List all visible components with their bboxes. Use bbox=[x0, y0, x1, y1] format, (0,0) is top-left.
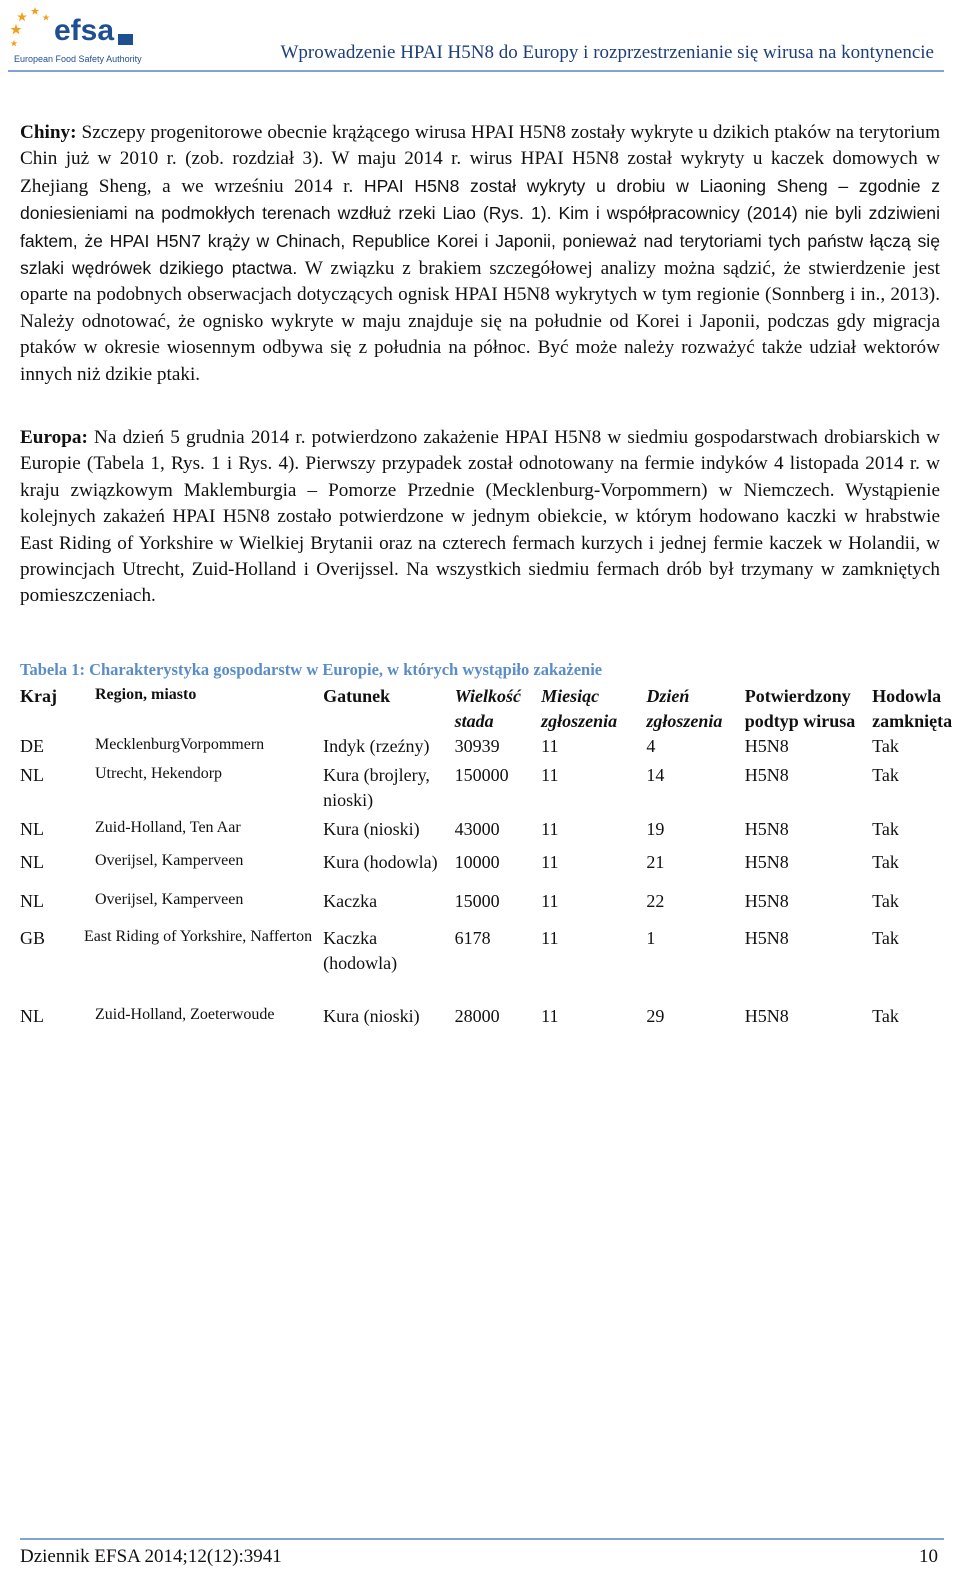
paragraph-text: W związku z brakiem szczegółowej analizy można sądzić, że stwierdzenie jest oparte na podobnych obserwacjach dotyczących ognisk HPAI H5N8 wykrytych w tym regionie (Sonnberg i in., 2013). Należy odnotować, że ognisko wykryte w maju znajduje się na południe od Korei i Japonii, podczas gdy migracja ptaków w okresie wiosennym odbywa się z południa na północ. Być może należy rozważyć także udział wektorów innych niż dzikie ptaki. bbox=[20, 258, 940, 385]
table-row bbox=[20, 976, 960, 1029]
table-row bbox=[20, 734, 960, 759]
outbreak-table bbox=[20, 684, 960, 1029]
cell-subtype: H5N8 bbox=[744, 736, 789, 756]
cell-day: 14 bbox=[646, 765, 665, 785]
paragraph-lead: Europa: bbox=[20, 427, 88, 448]
cell-country: DE bbox=[20, 736, 44, 756]
cell-country: NL bbox=[20, 819, 44, 839]
cell-subtype: H5N8 bbox=[744, 1006, 789, 1026]
cell-species: Indyk (rzeźny) bbox=[323, 736, 430, 756]
paragraph-text-sans: HPAI H5N8 został wykryty u drobiu w Liaoning Sheng – zgodnie z doniesieniami na podmokłych terenach wzdłuż rzeki Liao (Rys. 1). Kim i współpracownicy (2014) nie byli zdziwieni faktem, że HPAI H5N7 krąży w Chinach, Republice Korei i Japonii, ponieważ nad terytoriami tych państw łączą się szlaki wędrówek dzikiego ptactwa. bbox=[20, 175, 940, 279]
cell-size: 28000 bbox=[454, 1006, 500, 1026]
footer-divider bbox=[20, 1538, 944, 1540]
cell-region: Overijsel, Kamperveen bbox=[94, 891, 244, 908]
cell-day: 29 bbox=[646, 1006, 665, 1026]
paragraph-text: Szczepy progenitorowe obecnie krążącego wirusa HPAI H5N8 zostały wykryte u dzikich ptaków na terytorium Chin już w 2010 r. (zob. rozdział 3). W maju 2014 r. wirus HPAI H5N8 został wykryty u kaczek domowych w Zhejiang Sheng, a we wrześniu 2014 r. bbox=[20, 122, 940, 197]
cell-country: NL bbox=[20, 891, 44, 911]
cell-month: 11 bbox=[541, 819, 559, 839]
header-gatunek: Gatunek bbox=[323, 686, 391, 706]
table-row bbox=[20, 914, 960, 976]
cell-closed: Tak bbox=[872, 765, 899, 785]
cell-day: 19 bbox=[646, 819, 665, 839]
cell-month: 11 bbox=[541, 1006, 559, 1026]
cell-size: 43000 bbox=[454, 819, 500, 839]
cell-subtype: H5N8 bbox=[744, 819, 789, 839]
paragraph-lead: Chiny: bbox=[20, 122, 77, 143]
cell-species: Kura (nioski) bbox=[323, 1006, 420, 1026]
cell-subtype: H5N8 bbox=[744, 928, 789, 948]
cell-subtype: H5N8 bbox=[744, 852, 789, 872]
cell-day: 4 bbox=[646, 736, 656, 756]
cell-month: 11 bbox=[541, 928, 559, 948]
header-podtyp: Potwierdzony podtyp wirusa bbox=[744, 686, 856, 731]
header-miesiac: Miesiąc zgłoszenia bbox=[541, 686, 618, 731]
cell-country: NL bbox=[20, 852, 44, 872]
cell-country: NL bbox=[20, 765, 44, 785]
cell-country: NL bbox=[20, 1006, 44, 1026]
cell-month: 11 bbox=[541, 765, 559, 785]
cell-species: Kura (nioski) bbox=[323, 819, 420, 839]
header-divider bbox=[8, 70, 944, 72]
cell-species: Kura (hodowla) bbox=[323, 852, 438, 872]
journal-citation: Dziennik EFSA 2014;12(12):3941 bbox=[20, 1546, 282, 1567]
cell-species: Kura (brojlery, nioski) bbox=[323, 765, 430, 810]
cell-month: 11 bbox=[541, 736, 559, 756]
cell-closed: Tak bbox=[872, 928, 899, 948]
header-dzien: Dzień zgłoszenia bbox=[646, 686, 723, 731]
cell-month: 11 bbox=[541, 891, 559, 911]
cell-region: Zuid-Holland, Zoeterwoude bbox=[94, 1006, 275, 1023]
cell-day: 1 bbox=[646, 928, 656, 948]
table-row bbox=[20, 759, 960, 813]
cell-subtype: H5N8 bbox=[744, 765, 789, 785]
cell-subtype: H5N8 bbox=[744, 891, 789, 911]
document-title: Wprowadzenie HPAI H5N8 do Europy i rozprzestrzenianie się wirusa na kontynencie bbox=[280, 42, 934, 63]
cell-size: 6178 bbox=[454, 928, 491, 948]
cell-region: Zuid-Holland, Ten Aar bbox=[94, 819, 241, 836]
cell-closed: Tak bbox=[872, 1006, 899, 1026]
cell-closed: Tak bbox=[872, 736, 899, 756]
header-hodowla: Hodowla zamknięta bbox=[872, 686, 953, 731]
efsa-logo bbox=[8, 4, 142, 68]
cell-region: MecklenburgVorpommern bbox=[94, 736, 265, 753]
logo-wordmark: efsa bbox=[54, 14, 115, 47]
header-kraj: Kraj bbox=[20, 686, 57, 706]
stars-icon bbox=[8, 4, 54, 50]
cell-region: Utrecht, Hekendorp bbox=[94, 765, 223, 782]
cell-size: 150000 bbox=[454, 765, 509, 785]
logo-subtitle: European Food Safety Authority bbox=[14, 54, 142, 64]
paragraph-europe bbox=[20, 425, 940, 610]
cell-day: 21 bbox=[646, 852, 665, 872]
header-wielkosc: Wielkość stada bbox=[454, 686, 521, 731]
table-row bbox=[20, 875, 960, 914]
cell-country: GB bbox=[20, 928, 46, 948]
cell-species: Kaczka bbox=[323, 891, 378, 911]
table-header-row bbox=[20, 684, 960, 734]
cell-size: 10000 bbox=[454, 852, 500, 872]
cell-region: East Riding of Yorkshire, Nafferton bbox=[83, 928, 313, 945]
cell-size: 15000 bbox=[454, 891, 500, 911]
paragraph-china bbox=[20, 120, 940, 388]
cell-month: 11 bbox=[541, 852, 559, 872]
paragraph-text: Na dzień 5 grudnia 2014 r. potwierdzono zakażenie HPAI H5N8 w siedmiu gospodarstwach drobiarskich w Europie (Tabela 1, Rys. 1 i Rys. 4). Pierwszy przypadek został odnotowany na fermie indyków 4 listopada 2014 r. w kraju związkowym Maklemburgia – Pomorze Przednie (Mecklenburg-Vorpommern) w Niemczech. Wystąpienie kolejnych zakażeń HPAI H5N8 zostało potwierdzone w jednym obiekcie, w którym hodowano kaczki w hrabstwie East Riding of Yorkshire w Wielkiej Brytanii oraz na czterech fermach kurzych i jednej fermie kaczek w Holandii, w prowincjach Utrecht, Zuid-Holland i Overijssel. Na wszystkich siedmiu fermach drób był trzymany w zamkniętych pomieszczeniach. bbox=[20, 427, 940, 607]
cell-size: 30939 bbox=[454, 736, 500, 756]
table-row bbox=[20, 813, 960, 842]
page-number: 10 bbox=[919, 1546, 938, 1567]
eu-flag-icon bbox=[118, 34, 133, 45]
table-caption: Tabela 1: Charakterystyka gospodarstw w Europie, w których wystąpiło zakażenie bbox=[20, 660, 603, 679]
header-region: Region, miasto bbox=[94, 686, 197, 703]
table-row bbox=[20, 842, 960, 875]
cell-species: Kaczka (hodowla) bbox=[323, 928, 398, 973]
cell-closed: Tak bbox=[872, 891, 899, 911]
cell-closed: Tak bbox=[872, 852, 899, 872]
cell-region: Overijsel, Kamperveen bbox=[94, 852, 244, 869]
cell-day: 22 bbox=[646, 891, 665, 911]
cell-closed: Tak bbox=[872, 819, 899, 839]
